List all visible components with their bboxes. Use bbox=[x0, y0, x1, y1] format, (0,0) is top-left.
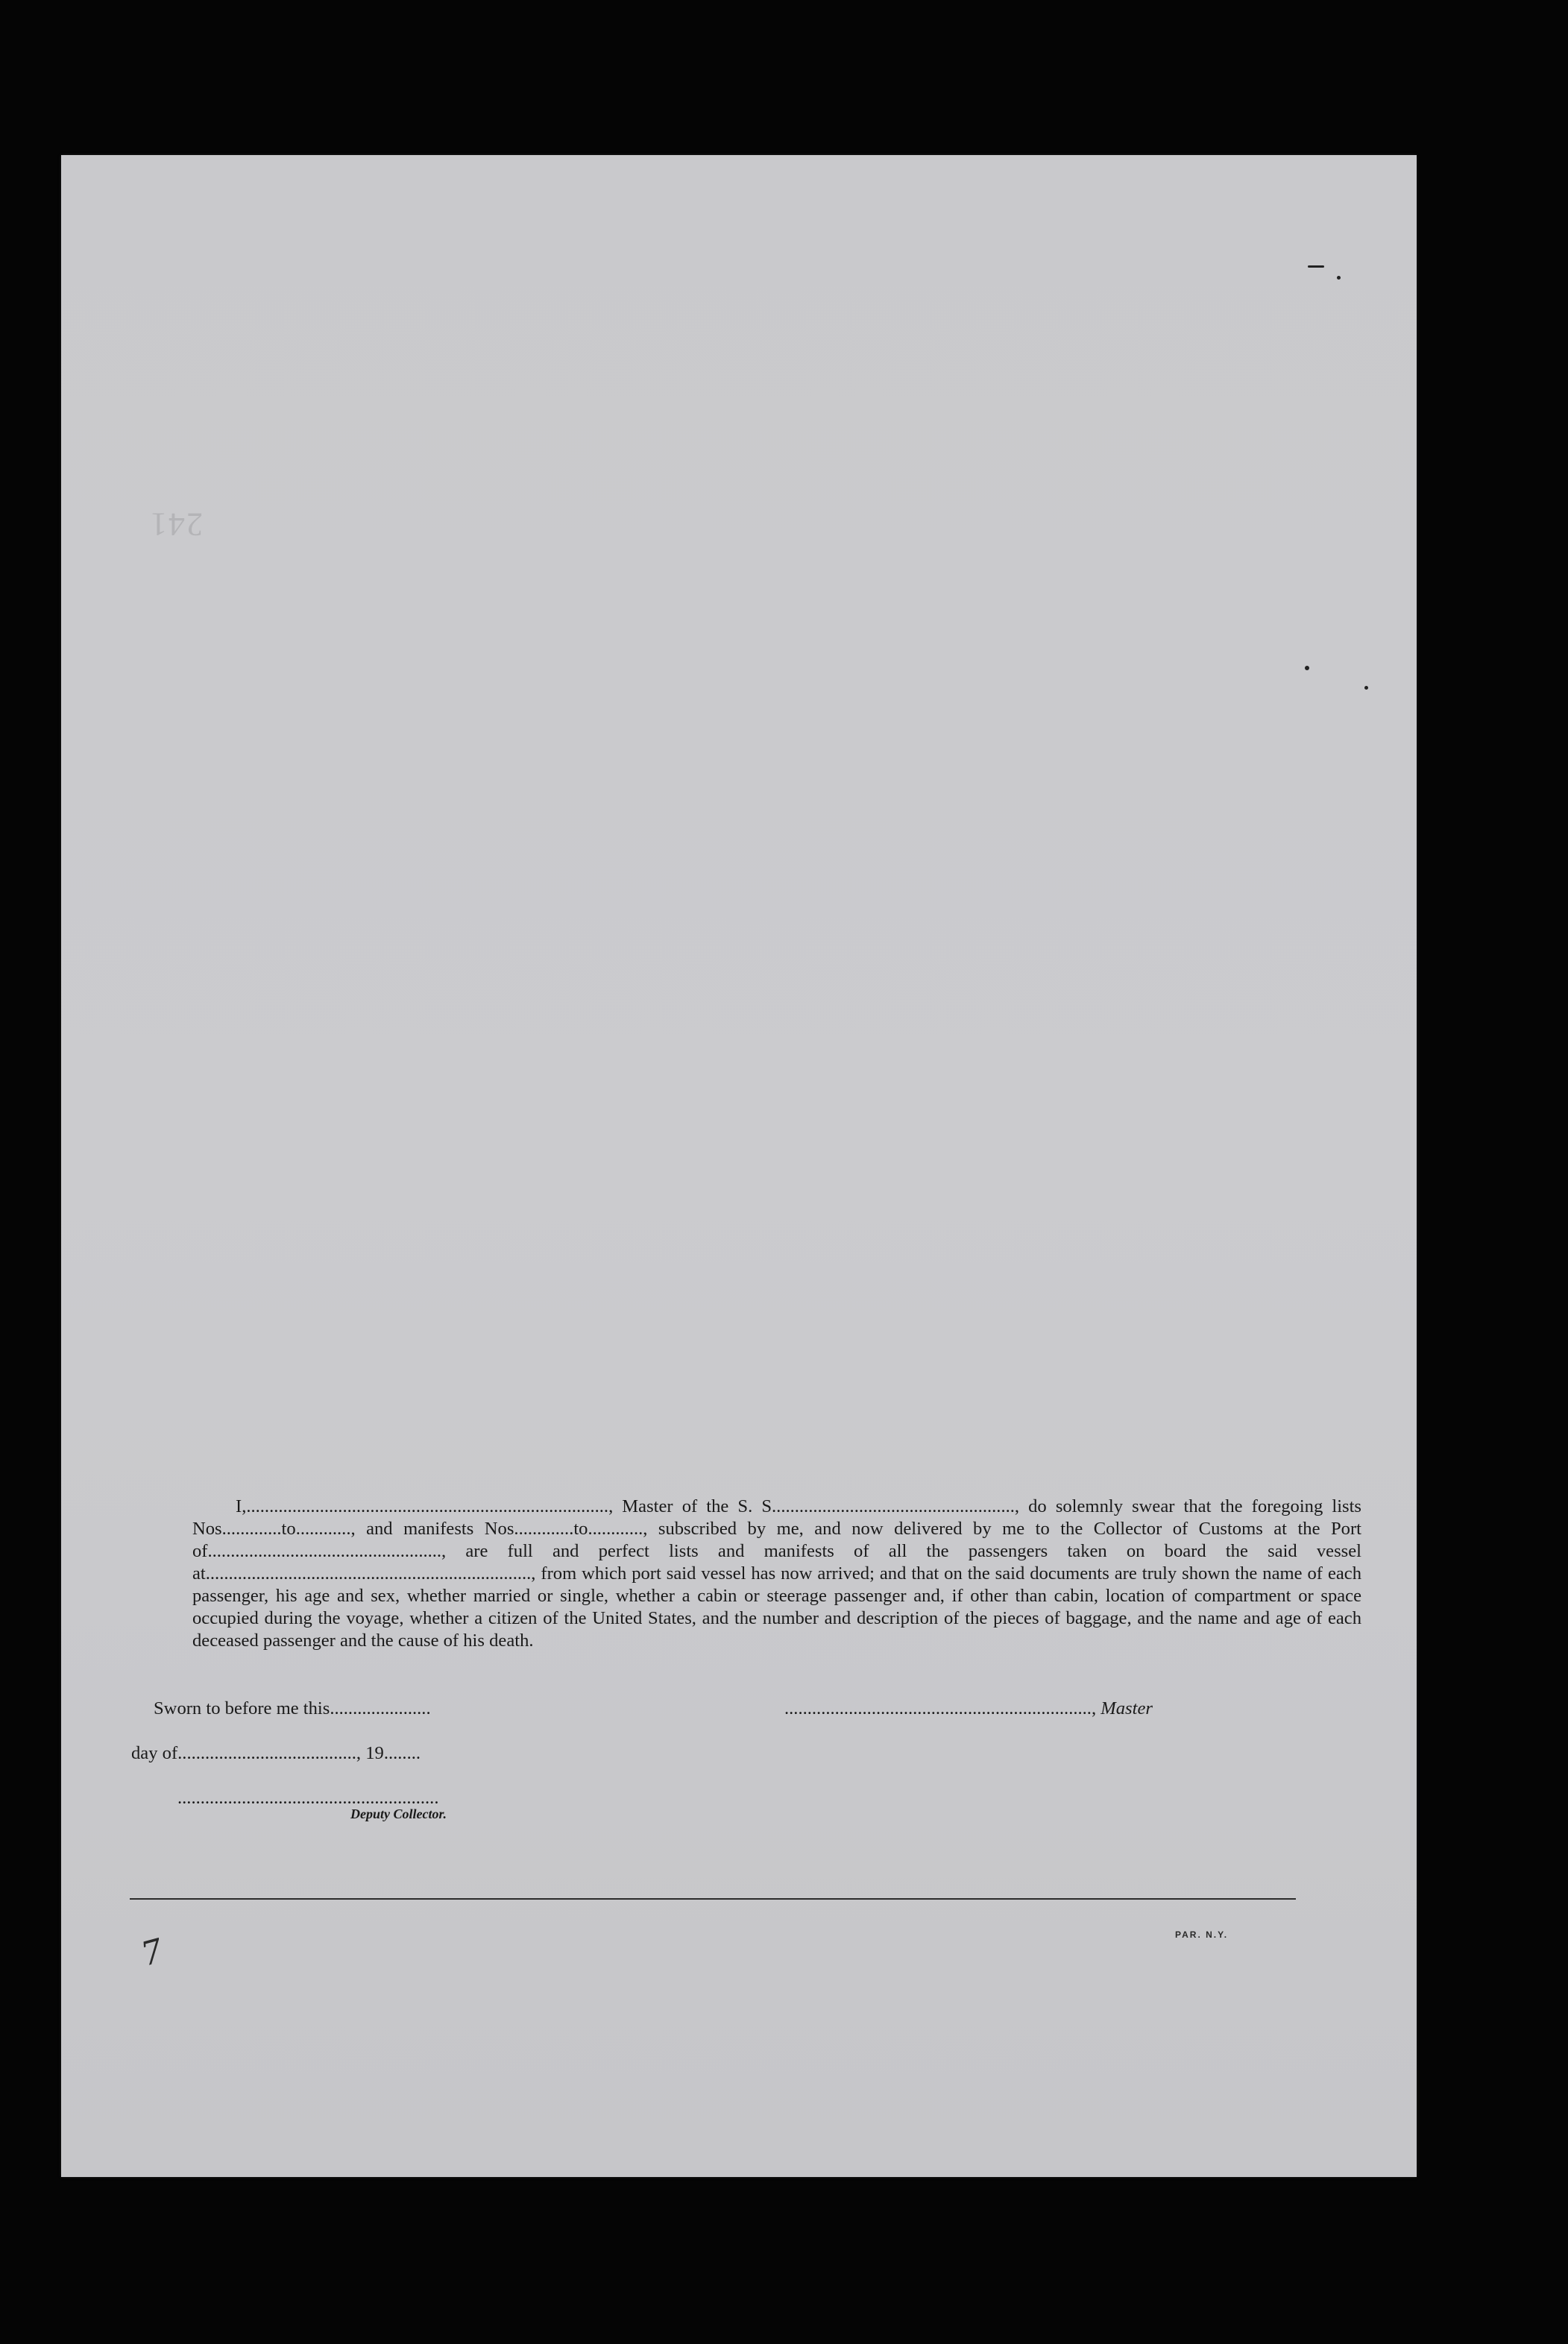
ink-scratch bbox=[1308, 265, 1324, 268]
oath-text-block bbox=[192, 1496, 1361, 1652]
ink-speck bbox=[1337, 276, 1341, 280]
printer-mark: PAR. N.Y. bbox=[1175, 1929, 1229, 1940]
master-label: Master bbox=[1101, 1698, 1153, 1718]
horizontal-rule bbox=[130, 1898, 1296, 1900]
sworn-line: Sworn to before me this...................... bbox=[154, 1698, 431, 1718]
master-signature-dots: ..................................................................., bbox=[784, 1698, 1097, 1718]
bleed-through-number: 241 bbox=[149, 506, 203, 543]
ink-speck bbox=[1305, 666, 1309, 670]
deputy-collector-signature-line: ......................................................... bbox=[177, 1788, 439, 1808]
deputy-collector-label: Deputy Collector. bbox=[350, 1806, 447, 1821]
master-signature-line bbox=[784, 1698, 1153, 1719]
handwritten-initial: 7 bbox=[136, 1932, 168, 1974]
oath-paragraph: I,..............................................................................., Master of the S. S....................................................., do solemnly swear that the foregoing lists Nos.............to............, and manifests Nos.............to............, subscribed by me, and now delivered by me to the Collector of Customs at the Port of..................................................., are full and perfect lists and manifests of all the passengers taken on board the said vessel at......................................................................., from which port said vessel has now arrived; and that on the said documents are truly shown the name of each passenger, his age and sex, whether married or single, whether a cabin or steerage passenger and, if other than cabin, location of compartment or space occupied during the voyage, whether a citizen of the United States, and the number and description of the pieces of baggage, and the name and age of each deceased passenger and the cause of his death. bbox=[192, 1496, 1361, 1651]
ink-speck bbox=[1364, 686, 1368, 690]
document-page bbox=[61, 155, 1417, 2177]
day-of-line: day of......................................., 19........ bbox=[131, 1743, 421, 1763]
